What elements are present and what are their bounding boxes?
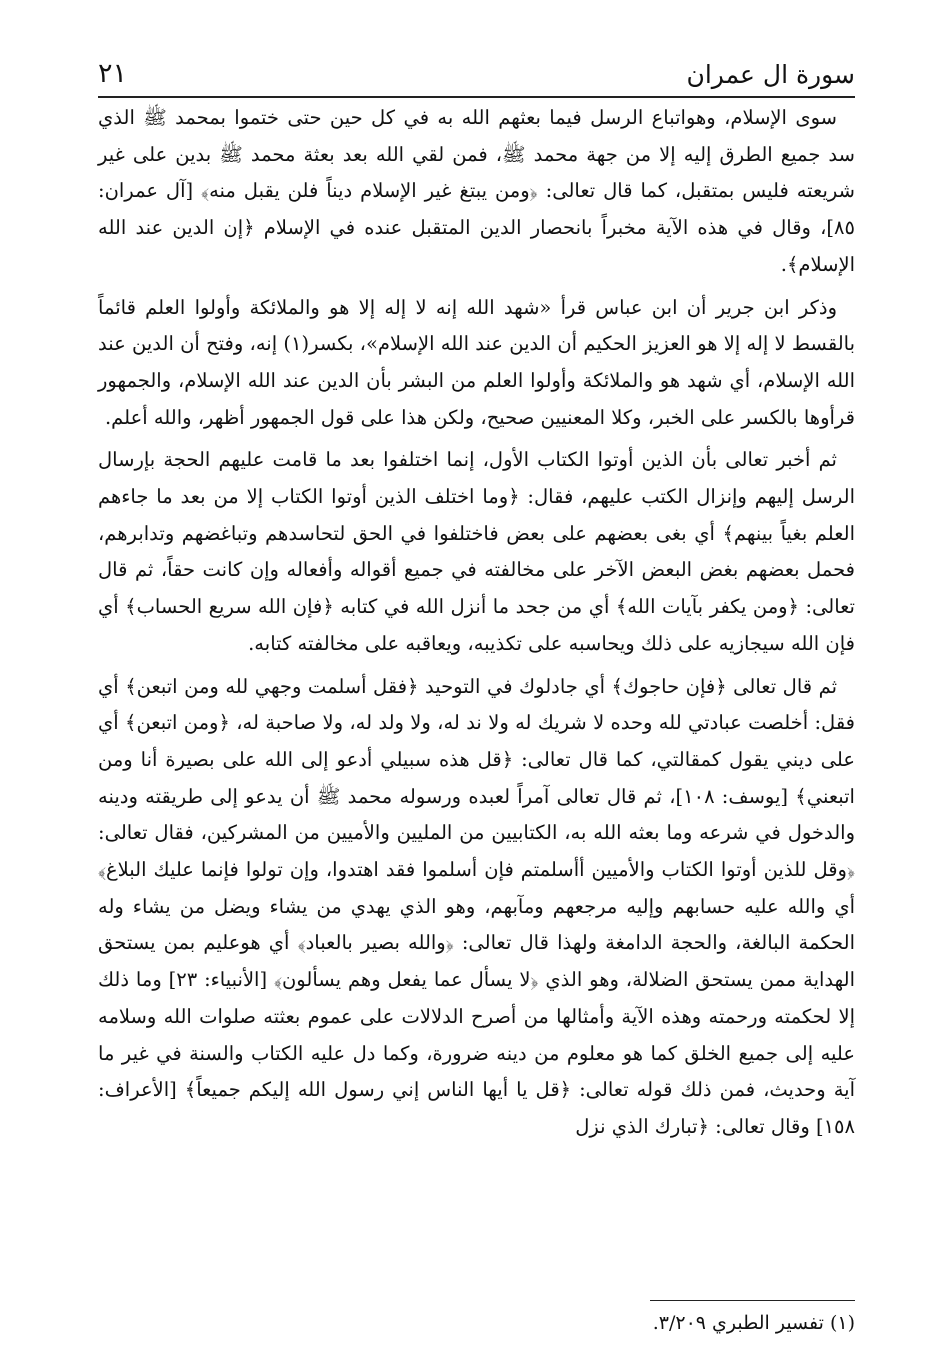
footnote: (١) تفسير الطبري ٣/٢٠٩. bbox=[652, 1312, 855, 1334]
page-number: ٢١ bbox=[98, 58, 128, 89]
footnote-divider bbox=[650, 1300, 855, 1301]
main-text bbox=[98, 100, 855, 1146]
paragraph: سوى الإسلام، وهواتباع الرسل فيما بعثهم الله به في كل حين حتى ختموا بمحمد ﷺ الذي سد جميع الطرق إليه إلا من جهة محمد ﷺ، فمن لقي الله بعد بعثة محمد ﷺ بدين على غير شريعته فليس بمتقبل، كما قال تعالى: ﴿ومن يبتغ غير الإسلام ديناً فلن يقبل منه﴾ [آل عمران: ٨٥]، وقال في هذه الآية مخبراً بانحصار الدين المتقبل عنده في الإسلام ﴿إن الدين عند الله الإسلام﴾. bbox=[98, 106, 855, 276]
surah-title: سورة ال عمران bbox=[686, 60, 855, 89]
paragraph: ثم قال تعالى ﴿فإن حاجوك﴾ أي جادلوك في التوحيد ﴿فقل أسلمت وجهي لله ومن اتبعن﴾ أي فقل: أخلصت عبادتي لله وحده لا شريك له ولا ند له، ولا ولد له، ولا صاحبة له، ﴿ومن اتبعن﴾ أي على ديني يقول كمقالتي، كما قال تعالى: ﴿قل هذه سبيلي أدعو إلى الله على بصيرة أنا ومن اتبعني﴾ [يوسف: ١٠٨]، ثم قال تعالى آمراً لعبده ورسوله محمد ﷺ أن يدعو إلى طريقته ودينه والدخول في شرعه وما بعثه الله به، الكتابيين من المليين والأميين من المشركين، فقال تعالى: ﴿وقل للذين أوتوا الكتاب والأميين أأسلمتم فإن أسلموا فقد اهتدوا، وإن تولوا فإنما عليك البلاغ﴾ أي والله عليه حسابهم وإليه مرجعهم ومآبهم، وهو الذي يهدي من يشاء ويضل من يشاء وله الحكمة البالغة، والحجة الدامغة ولهذا قال تعالى: ﴿والله بصير بالعباد﴾ أي هوعليم بمن يستحق الهداية ممن يستحق الضلالة، وهو الذي ﴿لا يسأل عما يفعل وهم يسألون﴾ [الأنبياء: ٢٣] وما ذلك إلا لحكمته ورحمته وهذه الآية وأمثالها من أصرح الدلالات على عموم بعثته صلوات الله وسلامه عليه إلى جميع الخلق كما هو معلوم من دينه ضرورة، وكما دل عليه الكتاب والسنة في غير ما آية وحديث، فمن ذلك قوله تعالى: ﴿قل يا أيها الناس إني رسول الله إليكم جميعاً﴾ [الأعراف: ١٥٨] وقال تعالى: ﴿تبارك الذي نزل bbox=[98, 674, 856, 1138]
paragraph: ثم أخبر تعالى بأن الذين أوتوا الكتاب الأول، إنما اختلفوا بعد ما قامت عليهم الحجة بإرسال الرسل إليهم وإنزال الكتب عليهم، فقال: ﴿وما اختلف الذين أوتوا الكتاب إلا من بعد ما جاءهم العلم بغياً بينهم﴾ أي بغى بعضهم على بعض فاختلفوا في الحق لتحاسدهم وتباغضهم وتدابرهم، فحمل بعضهم بغض البعض الآخر على مخالفته في جميع أقواله وأفعاله وإن كانت حقاً، ثم قال تعالى: ﴿ومن يكفر بآيات الله﴾ أي من جحد ما أنزل الله في كتابه ﴿فإن الله سريع الحساب﴾ أي فإن الله سيجازيه على ذلك ويحاسبه على تكذيبه، ويعاقبه على مخالفته كتابه. bbox=[98, 448, 855, 655]
page-header bbox=[98, 50, 855, 98]
paragraph: وذكر ابن جرير أن ابن عباس قرأ «شهد الله إنه لا إله إلا هو والملائكة وأولوا العلم قائماً بالقسط لا إله إلا هو العزيز الحكيم أن الدين عند الله الإسلام»، بكسر(١) إنه، وفتح أن الدين عند الله الإسلام، أي شهد هو والملائكة وأولوا العلم من البشر بأن الدين عند الله الإسلام، والجمهور قرأوها بالكسر على الخبر، وكلا المعنيين صحيح، ولكن هذا على قول الجمهور أظهر، والله أعلم. bbox=[98, 295, 856, 429]
